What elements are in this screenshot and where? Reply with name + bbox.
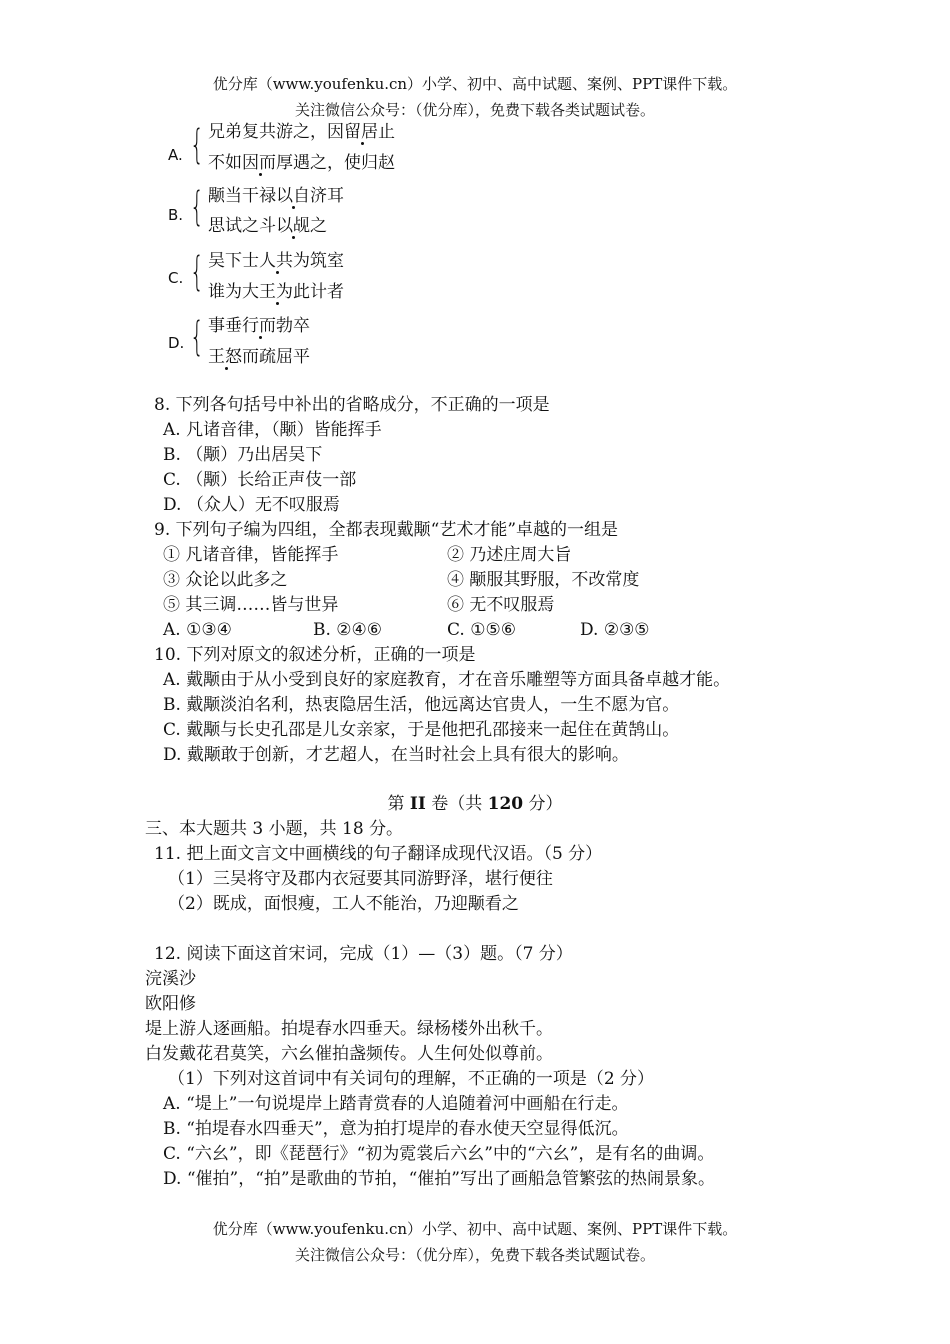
poem-author: 欧阳修 (145, 994, 196, 1014)
option-sentence-1: 兄弟复共游之，因留居止 (208, 122, 395, 142)
q10-option-b: B. 戴颙淡泊名利，热衷隐居生活，他远离达官贵人，一生不愿为官。 (163, 695, 680, 715)
footer-line-2: 关注微信公众号：（优分库），免费下载各类试题试卷。 (294, 1246, 655, 1264)
q12-option-d: D. “催拍”，“拍”是歌曲的节拍，“催拍”写出了画船急管繁弦的热闹景象。 (163, 1169, 715, 1189)
emphasis-dot (276, 302, 279, 305)
q9-item-3: ③ 众论以此多之 (163, 570, 288, 590)
option-label: B. (168, 206, 184, 224)
emphasis-dot (259, 336, 262, 339)
q11-item-1: （1）三吴将守及郡内衣冠要其同游野泽，堪行便往 (168, 869, 553, 889)
q12-stem: 12. 阅读下面这首宋词，完成（1）—（3）题。（7 分） (154, 944, 573, 964)
emphasis-dot (276, 271, 279, 274)
option-sentence-2: 不如因而厚遇之，使归赵 (208, 153, 395, 173)
q12-option-a: A. “堤上”一句说堤岸上踏青赏春的人追随着河中画船在行走。 (163, 1094, 629, 1114)
brace: { (190, 249, 204, 295)
emphasis-dot (361, 142, 364, 145)
option-label: D. (168, 334, 185, 352)
q8-stem: 8. 下列各句括号中补出的省略成分，不正确的一项是 (154, 395, 550, 415)
option-sentence-1: 吴下士人共为筑室 (208, 251, 344, 271)
q9-item-4: ④ 颙服其野服，不改常度 (447, 570, 640, 590)
emphasis-dot (292, 236, 295, 239)
emphasis-dot (225, 367, 228, 370)
q9-item-2: ② 乃述庄周大旨 (447, 545, 572, 565)
q11-stem: 11. 把上面文言文中画横线的句子翻译成现代汉语。（5 分） (154, 844, 603, 864)
q9-choice-c: C. ①⑤⑥ (447, 620, 516, 640)
option-sentence-1: 颙当干禄以自济耳 (208, 186, 344, 206)
q8-option-a: A. 凡诸音律，（颙）皆能挥手 (163, 420, 382, 440)
header-line-1: 优分库（www.youfenku.cn）小学、初中、高中试题、案例、PPT课件下载。 (212, 75, 738, 93)
poem-title: 浣溪沙 (145, 969, 196, 989)
q12-option-b: B. “拍堤春水四垂天”，意为拍打堤岸的春水使天空显得低沉。 (163, 1119, 629, 1139)
q9-choice-d: D. ②③⑤ (580, 620, 650, 640)
q10-option-c: C. 戴颙与长史孔邵是儿女亲家，于是他把孔邵接来一起住在黄鹄山。 (163, 720, 680, 740)
option-label: A. (168, 146, 183, 164)
q9-choice-b: B. ②④⑥ (313, 620, 383, 640)
option-sentence-2: 谁为大王为此计者 (208, 282, 344, 302)
q12-option-c: C. “六幺”，即《琵琶行》“初为霓裳后六幺”中的“六幺”，是有名的曲调。 (163, 1144, 715, 1164)
q9-item-1: ① 凡诸音律，皆能挥手 (163, 545, 339, 565)
poem-line-1: 堤上游人逐画船。拍堤春水四垂天。绿杨楼外出秋千。 (145, 1019, 553, 1039)
brace: { (190, 184, 204, 230)
option-label: C. (168, 269, 184, 287)
section-3-heading: 三、本大题共 3 小题，共 18 分。 (145, 819, 404, 839)
q12-sub-1: （1）下列对这首词中有关词句的理解，不正确的一项是（2 分） (168, 1069, 655, 1089)
footer-line-1: 优分库（www.youfenku.cn）小学、初中、高中试题、案例、PPT课件下载。 (212, 1220, 738, 1238)
q11-item-2: （2）既成，面恨瘦，工人不能治，乃迎颙看之 (168, 894, 519, 914)
q8-option-c: C. （颙）长给正声伎一部 (163, 470, 357, 490)
option-sentence-2: 思试之斗以觇之 (208, 216, 327, 236)
q8-option-d: D. （众人）无不叹服焉 (163, 495, 340, 515)
q8-option-b: B. （颙）乃出居吴下 (163, 445, 323, 465)
q9-item-6: ⑥ 无不叹服焉 (447, 595, 555, 615)
brace: { (190, 122, 204, 168)
q10-stem: 10. 下列对原文的叙述分析，正确的一项是 (154, 645, 476, 665)
q9-choice-a: A. ①③④ (163, 620, 232, 640)
option-sentence-1: 事垂行而勃卒 (208, 316, 310, 336)
poem-line-2: 白发戴花君莫笑，六幺催拍盏频传。人生何处似尊前。 (145, 1044, 553, 1064)
q9-item-5: ⑤ 其三调……皆与世异 (163, 595, 339, 615)
q10-option-d: D. 戴颙敢于创新，才艺超人，在当时社会上具有很大的影响。 (163, 745, 629, 765)
part-2-heading: 第 II 卷（共 120 分） (387, 794, 563, 814)
option-sentence-2: 王怒而疏屈平 (208, 347, 310, 367)
brace: { (190, 314, 204, 360)
q10-option-a: A. 戴颙由于从小受到良好的家庭教育，才在音乐雕塑等方面具备卓越才能。 (163, 670, 731, 690)
emphasis-dot (292, 206, 295, 209)
emphasis-dot (259, 173, 262, 176)
q9-stem: 9. 下列句子编为四组，全都表现戴颙“艺术才能”卓越的一组是 (154, 520, 619, 540)
header-line-2: 关注微信公众号：（优分库），免费下载各类试题试卷。 (294, 101, 655, 119)
